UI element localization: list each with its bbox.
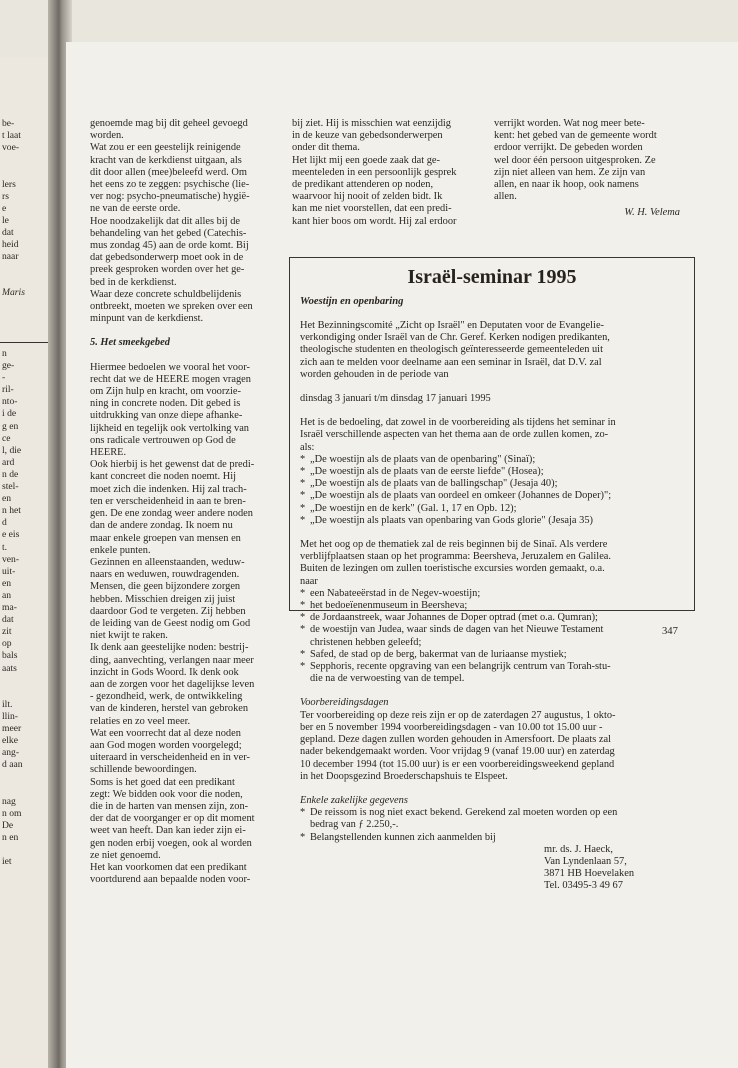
- bullet-mark: *: [300, 600, 306, 612]
- business-heading: Enkele zakelijke gegevens: [300, 794, 408, 806]
- left-page-rule: [0, 342, 50, 343]
- left-page-fragment: ilt.: [2, 698, 13, 710]
- theme-list: [300, 454, 688, 527]
- list-item-text: een Nabateeërstad in de Negev-woestijn;: [310, 587, 481, 599]
- list-item-text: „De woestijn als de plaats van de eerste liefde" (Hosea);: [310, 466, 544, 478]
- author-signature: W. H. Velema: [624, 207, 680, 219]
- left-page-fragment: t.: [2, 541, 8, 553]
- left-page-fragment: d: [2, 517, 7, 529]
- business-list: [300, 807, 688, 844]
- list-item-text: christenen hebben geleefd;: [310, 636, 422, 648]
- text-line: verblijfplaatsen staan op het programma: Beersheva, Jeruzalem en Galilea.: [300, 551, 612, 563]
- list-item: [300, 503, 688, 515]
- box-body: [300, 320, 688, 893]
- text-line: in het Doopsgezind Broederschapshuis te Elspeet.: [300, 770, 508, 782]
- text-line: daardoor God te vergeten. Zij hebben: [90, 605, 246, 617]
- left-page-fragment: n om: [2, 807, 22, 819]
- text-line: Wat een voorrecht dat al deze noden: [90, 727, 241, 739]
- list-item-text: Belangstellenden kunnen zich aanmelden bij: [310, 831, 496, 843]
- text-line: der dat de voorganger er op dit moment: [90, 813, 255, 825]
- left-page-fragment: zit: [2, 626, 12, 638]
- text-line: uiteraard in verscheidenheid en in ver-: [90, 752, 250, 764]
- text-line: aan God mogen worden voorgelegd;: [90, 739, 242, 751]
- text-line: ze niet genoemd.: [90, 849, 161, 861]
- text-line: Soms is het goed dat een predikant: [90, 776, 235, 788]
- text-line: gepland. Deze dagen zullen worden gehouden in Amersfoort. De plaats zal: [300, 734, 612, 746]
- text-line: meenteleden in een persoonlijk gesprek: [292, 166, 457, 178]
- list-item-text: Sepphoris, recente opgraving van een belangrijk centrum van Torah-stu-: [310, 661, 611, 673]
- text-line: gen noden erbij voegen, ook al worden: [90, 837, 252, 849]
- left-page-fragment: e eis: [2, 529, 20, 541]
- left-page-fragment: ven-: [2, 553, 20, 565]
- section-heading: 5. Het smeekgebed: [90, 337, 170, 349]
- text-line: onder dit thema.: [292, 142, 360, 154]
- list-item: [300, 454, 688, 466]
- left-page-fragment: lers: [2, 178, 16, 190]
- col3-text: [494, 118, 680, 203]
- left-page-fragment: be-: [2, 118, 15, 129]
- text-line: voortdurend aan bepaalde noden voor-: [90, 874, 251, 886]
- bullet-mark: *: [300, 478, 306, 490]
- left-page-fragment: e: [2, 202, 7, 214]
- text-line: de predikant attenderen op noden,: [292, 179, 434, 191]
- column-2: [292, 118, 478, 228]
- text-line: kracht van de kerkdienst uitgaan, als: [90, 154, 242, 166]
- text-line: aan de zorgen voor het dagelijkse leven: [90, 678, 255, 690]
- left-page-fragment: naar: [2, 251, 19, 263]
- list-item-text: „De woestijn als plaats van openbaring van Gods glorie" (Jesaja 35): [310, 514, 593, 526]
- text-line: dat gebedsonderwerp moet ook in de: [90, 252, 244, 264]
- text-line: worden gehouden in de periode van: [300, 368, 449, 380]
- text-line: schillende bewoordingen.: [90, 764, 197, 776]
- text-line: dit door allen (mee)beleefd werd. Om: [90, 166, 247, 178]
- text-line: Het Bezinningscomité „Zicht op Israël" en Deputaten voor de Evangelie-: [300, 320, 605, 331]
- bullet-mark: *: [300, 466, 306, 478]
- text-line: mus zondag 45) aan de orde komt. Bij: [90, 240, 249, 252]
- text-line: Van Lyndenlaan 57,: [544, 855, 627, 867]
- seminar-dates: dinsdag 3 januari t/m dinsdag 17 januari 1995: [300, 393, 491, 405]
- left-page-fragment: Maris: [2, 287, 25, 299]
- left-page-fragment: n de: [2, 468, 19, 480]
- text-line: ning in concrete noden. Dit gebed is: [90, 398, 241, 410]
- left-page-fragment: en: [2, 577, 12, 589]
- text-line: recht dat we de HEERE mogen vragen: [90, 373, 251, 385]
- text-line: ons radicale vertrouwen op God de: [90, 434, 236, 446]
- text-line: Waar deze concrete schuldbelijdenis: [90, 288, 242, 300]
- left-page-fragment: De: [2, 819, 14, 831]
- text-line: behandeling van het gebed (Catechis-: [90, 227, 247, 239]
- list-item: [300, 807, 688, 831]
- text-line: genoemde mag bij dit geheel gevoegd: [90, 118, 248, 129]
- left-page-fragment: le: [2, 214, 9, 226]
- text-line: Het lijkt mij een goede zaak dat ge-: [292, 154, 441, 166]
- col1b-text: [90, 362, 276, 887]
- left-page-fragment: l, die: [2, 444, 22, 456]
- left-page-fragment: aats: [2, 662, 17, 674]
- text-line: zijn niet alleen van hem. Ze zijn van: [494, 166, 646, 178]
- left-page-fragment: dat: [2, 614, 14, 626]
- text-line: erdoor verrijkt. De gebeden worden: [494, 142, 643, 154]
- left-page-fragment: ge-: [2, 360, 15, 371]
- text-line: Met het oog op de thematiek zal de reis beginnen bij de Sinaï. Als verdere: [300, 539, 608, 551]
- left-page-fragment: ma-: [2, 602, 17, 613]
- text-line: minpunt van de kerkdienst.: [90, 313, 204, 325]
- list-item: [300, 588, 688, 600]
- list-item-text: het bedoeïenenmuseum in Beersheva;: [310, 600, 468, 612]
- list-item: [300, 832, 688, 844]
- text-line: hebben. Misschien dreigen zij juist: [90, 593, 236, 605]
- text-line: relaties en zo veel meer.: [90, 715, 191, 727]
- text-line: de leiding van de Geest nodig om God: [90, 617, 251, 629]
- bullet-mark: *: [300, 661, 306, 673]
- text-line: naar: [300, 575, 318, 587]
- contact-address: [544, 844, 688, 893]
- page-number: 347: [662, 626, 678, 637]
- left-page-fragment: dat: [2, 226, 14, 238]
- text-line: kant hier boos om wordt. Hij zal erdoor: [292, 215, 457, 227]
- text-line: Ik denk aan geestelijke noden: bestrij-: [90, 642, 249, 654]
- text-line: Ook hierbij is het gewenst dat de predi-: [90, 459, 255, 471]
- text-line: inzicht in Gods Woord. Ik denk ook: [90, 666, 239, 678]
- left-page-fragment: g en: [2, 420, 19, 432]
- text-line: gen. De ene zondag weer andere noden: [90, 508, 253, 520]
- box-title: Israël-seminar 1995: [407, 266, 577, 288]
- box-subtitle: Woestijn en openbaring: [300, 296, 404, 307]
- text-line: Hoe noodzakelijk dat dit alles bij de: [90, 215, 241, 227]
- text-line: als:: [300, 441, 315, 453]
- bullet-mark: *: [300, 514, 306, 526]
- text-line: theologische studenten en theologisch geïnteresseerde gemeenteleden uit: [300, 344, 603, 356]
- bullet-mark: *: [300, 587, 306, 599]
- list-item: [300, 612, 688, 624]
- prep-heading: Voorbereidingsdagen: [300, 697, 389, 709]
- text-line: Het is de bedoeling, dat zowel in de voorbereiding als tijdens het seminar in: [300, 417, 616, 429]
- list-item-text: die na de verwoesting van de tempel.: [310, 673, 465, 685]
- list-item-text: De reissom is nog niet exact bekend. Gerekend zal moeten worden op een: [310, 807, 618, 819]
- text-line: lijkheid en tegelijk ook vertolking van: [90, 422, 250, 434]
- text-line: om Zijn hulp en kracht, om voorzie-: [90, 386, 241, 398]
- left-page-edge: [0, 58, 50, 1068]
- list-item: [300, 490, 688, 502]
- text-line: ne van de eerste orde.: [90, 203, 181, 215]
- text-line: uitdrukking van onze diepe afhanke-: [90, 410, 243, 422]
- text-line: Mensen, die geen bijzondere zorgen: [90, 581, 241, 593]
- col2-text: [292, 118, 478, 228]
- text-line: bij ziet. Hij is misschien wat eenzijdig: [292, 118, 452, 129]
- text-line: moet zich die indenken. Hij zal trach-: [90, 483, 247, 495]
- left-page-fragment: an: [2, 589, 12, 601]
- text-line: Tel. 03495-3 49 67: [544, 880, 623, 892]
- text-line: in de keuze van gebedsonderwerpen: [292, 130, 443, 142]
- left-page-fragment: bals: [2, 650, 18, 662]
- text-line: het eens zo te zeggen: psychische (lie-: [90, 179, 250, 191]
- text-line: verkondiging onder Israël van de Chr. Geref. Kerken nodigen predikanten,: [300, 332, 610, 344]
- text-line: worden.: [90, 130, 124, 142]
- list-item-text: Safed, de stad op de berg, bakermat van de luriaanse mystiek;: [310, 648, 567, 660]
- text-line: 3871 HB Hoevelaken: [544, 868, 635, 880]
- text-line: zegt: We bidden ook voor die noden,: [90, 788, 243, 800]
- text-line: - gezondheid, werk, de ontwikkeling: [90, 691, 243, 703]
- bullet-mark: *: [300, 612, 306, 624]
- text-line: Israël verschillende aspecten van het thema aan de orde zullen komen, zo-: [300, 429, 609, 441]
- list-item-text: de Jordaanstreek, waar Johannes de Doper optrad (met o.a. Qumran);: [310, 612, 598, 624]
- text-line: bed in de kerkdienst.: [90, 276, 177, 288]
- left-page-fragment: nag: [2, 795, 16, 807]
- left-page-fragment: ang-: [2, 747, 20, 759]
- left-page-fragment: -: [2, 372, 6, 384]
- left-page-fragment: ril-: [2, 384, 14, 396]
- excursion-list: [300, 588, 688, 686]
- left-page-fragment: n en: [2, 831, 19, 843]
- list-item-text: „De woestijn als de plaats van de ballingschap" (Jesaja 40);: [310, 478, 558, 490]
- text-line: ding, aanvechting, verlangen naar meer: [90, 654, 254, 666]
- text-line: weet van heeft. Dan kan ieder zijn ei-: [90, 825, 246, 837]
- text-line: zich aan te melden voor deelname aan een seminar in Israël, dat D.V. zal: [300, 356, 602, 368]
- text-line: dan de andere zondag. Ik noem nu: [90, 520, 233, 532]
- left-page-fragment: rs: [2, 190, 9, 202]
- list-item-text: de woestijn van Judea, waar sinds de dagen van het Nieuwe Testament: [310, 624, 604, 636]
- text-line: niet kwijt te raken.: [90, 630, 168, 642]
- text-line: Ter voorbereiding op deze reis zijn er op de zaterdagen 27 augustus, 1 okto-: [300, 709, 616, 721]
- column-3: [494, 118, 680, 220]
- text-line: ten er verscheidenheid in aan te bren-: [90, 495, 246, 507]
- left-page-fragment: voe-: [2, 142, 20, 154]
- left-page-fragment: uit-: [2, 565, 16, 577]
- text-line: preek gesproken worden over het ge-: [90, 264, 245, 276]
- bullet-mark: *: [300, 831, 306, 843]
- text-line: Hiermee bedoelen we vooral het voor-: [90, 361, 250, 373]
- left-page-fragment: n: [2, 347, 7, 359]
- text-line: Buiten de lezingen om zullen toeristische excursies worden gemaakt, o.a.: [300, 563, 605, 575]
- list-item: [300, 515, 688, 527]
- text-line: Het kan voorkomen dat een predikant: [90, 861, 247, 873]
- left-page-fragment: ard: [2, 456, 15, 468]
- list-item: [300, 600, 688, 612]
- text-line: enkele punten.: [90, 544, 151, 556]
- left-page-fragment: meer: [2, 723, 22, 734]
- bullet-mark: *: [300, 453, 306, 465]
- right-page: [66, 42, 738, 1068]
- left-page-fragment: iet: [2, 856, 12, 868]
- list-item-text: bedrag van ƒ 2.250,-.: [310, 819, 399, 831]
- list-item-text: „De woestijn als de plaats van oordeel en omkeer (Johannes de Doper)";: [310, 490, 612, 502]
- left-page-fragment: nto-: [2, 396, 18, 408]
- list-item: [300, 478, 688, 490]
- text-line: nader bekendgemaakt worden. Voor vrijdag 9 (vanaf 19.00 uur) en zaterdag: [300, 746, 615, 758]
- list-item: [300, 661, 688, 685]
- list-item-text: „De woestijn en de kerk" (Gal. 1, 17 en Opb. 12);: [310, 502, 517, 514]
- col1-text: [90, 118, 276, 325]
- left-page-fragment: n het: [2, 505, 21, 517]
- list-item: [300, 649, 688, 661]
- text-line: allen.: [494, 191, 517, 203]
- text-line: HEERE.: [90, 447, 127, 459]
- bullet-mark: *: [300, 648, 306, 660]
- left-page-fragment: stel-: [2, 481, 19, 492]
- left-page-fragment: heid: [2, 239, 19, 250]
- left-page-fragment: ce: [2, 432, 11, 444]
- left-page-fragment: d aan: [2, 759, 23, 771]
- text-line: die in de harten van mensen zijn, zon-: [90, 800, 249, 812]
- left-page-fragment: i de: [2, 408, 17, 420]
- column-1: [90, 118, 276, 886]
- bullet-mark: *: [300, 490, 306, 502]
- left-page-fragment: elke: [2, 735, 18, 747]
- text-line: Gezinnen en alleenstaanden, weduw-: [90, 556, 245, 568]
- left-page-fragment: op: [2, 638, 12, 650]
- text-line: kan me niet voorstellen, dat een predi-: [292, 203, 452, 215]
- bullet-mark: *: [300, 502, 306, 514]
- left-page-fragment: t laat: [2, 130, 21, 142]
- text-line: Wat zou er een geestelijk reinigende: [90, 142, 241, 154]
- list-item-text: „De woestijn als de plaats van de openbaring" (Sinaï);: [310, 453, 536, 465]
- text-line: maar enkele groepen van mensen en: [90, 532, 241, 544]
- text-line: ontbreekt, moeten we spreken over een: [90, 301, 253, 313]
- text-line: ber en 5 november 1994 voorbereidingsdagen - van 10.00 tot 15.00 uur -: [300, 721, 603, 733]
- bullet-mark: *: [300, 624, 306, 636]
- text-line: naars en weduwen, rouwdragenden.: [90, 569, 240, 581]
- left-page-fragment: llin-: [2, 710, 18, 722]
- list-item: [300, 624, 688, 648]
- text-line: kent: het gebed van de gemeente wordt: [494, 130, 657, 142]
- text-line: van de kinderen, herstel van gebroken: [90, 703, 249, 715]
- text-line: verrijkt worden. Wat nog meer bete-: [494, 118, 645, 129]
- text-line: mr. ds. J. Haeck,: [544, 843, 613, 855]
- text-line: waarvoor hij nooit of zelden bidt. Ik: [292, 191, 443, 203]
- text-line: allen, en naar ik hoop, ook namens: [494, 179, 639, 191]
- text-line: wel door één persoon uitgesproken. Ze: [494, 154, 656, 166]
- left-page-fragment: en: [2, 493, 12, 505]
- bullet-mark: *: [300, 807, 306, 819]
- text-line: 10 december 1994 (tot 15.00 uur) is er een voorbereidingsweekend gepland: [300, 758, 615, 770]
- text-line: kant concreet die noden noemt. Hij: [90, 471, 236, 483]
- list-item: [300, 466, 688, 478]
- text-line: ver nog: psycho-pneumatische) hygië-: [90, 191, 250, 203]
